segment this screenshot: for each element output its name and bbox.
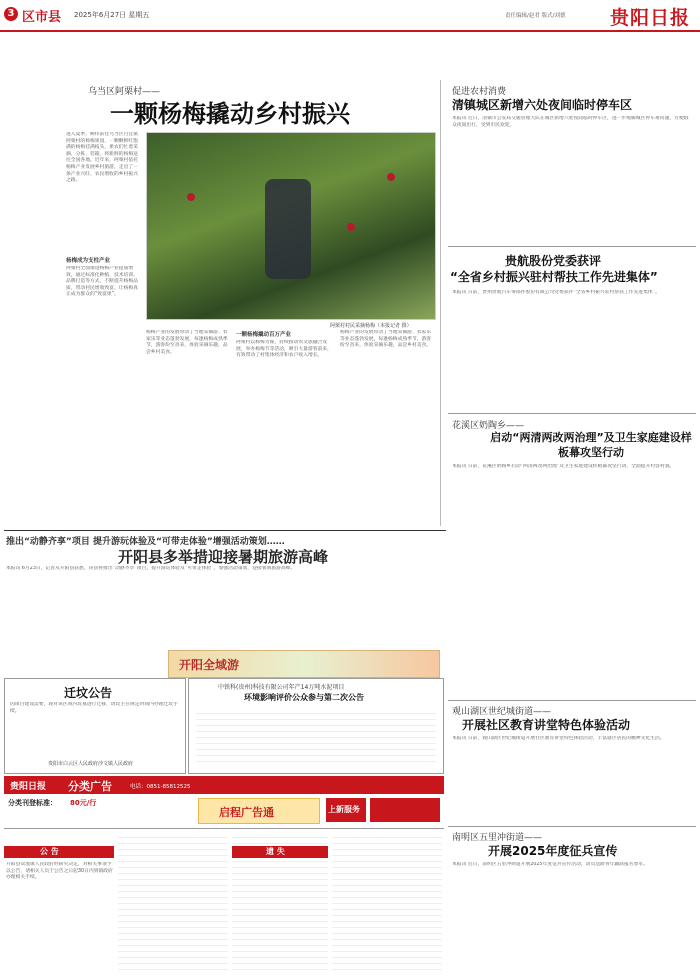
classified-rate-label: 分类刊登标准： — [8, 799, 57, 807]
classified-logo: 贵阳日报 — [10, 782, 47, 792]
lead-column-1: 进入夏季，柳伟前往乌当区百宜镇阿栗村的杨梅果园，一颗颗鲜红饱满的杨梅挂满枝头，果农们忙着采摘、分拣、装箱，将新鲜的杨梅送往全国各地。近年来，阿栗村依托杨梅产业发展乡村旅游，走出了一条产业兴旺、农民增收的乡村振兴之路。 — [66, 132, 138, 184]
lead-subhead-2: 一颗杨梅撬动百万产业 — [236, 332, 292, 338]
nanming-headline: 开展2025年度征兵宣传 — [488, 844, 618, 858]
section-divider — [448, 700, 696, 701]
env-title: 环境影响评价公众参与第二次公告 — [244, 693, 364, 702]
online-service-badge — [326, 798, 366, 822]
huaxi-kicker: 花溪区奶陶乡—— — [452, 421, 525, 431]
column-divider — [440, 80, 441, 526]
migration-title: 迁坟公告 — [64, 686, 113, 700]
lead-photo-berry — [347, 223, 355, 231]
env-notice-text-block — [196, 708, 436, 766]
guihang-body: 本报讯 日前，贵州贵航汽车零部件股份有限公司党委获评“全省乡村振兴驻村帮扶工作先进集体”。 — [452, 290, 660, 295]
lead-column-3: 杨梅产业的发展带动了当地采摘游、农家乐等业态蓬勃发展，每逢杨梅成熟季节，游客纷至沓来，体验采摘乐趣，品尝乡村美食。 — [146, 330, 228, 355]
kaiyang-headline: 开阳县多举措迎接暑期旅游高峰 — [118, 548, 329, 566]
guihang-kicker: 贵航股份党委获评 — [505, 254, 602, 268]
lead-kicker: 乌当区阿栗村—— — [88, 87, 161, 97]
huaxi-body: 本报讯 日前，花溪区奶陶乡启动“两清两改两治理”及卫生家庭建设样板幕攻坚行动，全面提升村容村貌。 — [452, 464, 675, 469]
online-service-label: 上新服务 — [328, 805, 360, 814]
guanshan-body: 本报讯 日前，观山湖区世纪城街道开展社区教育讲堂特色体验活动，丰富辖区居民的精神文化生活。 — [452, 736, 665, 741]
lead-column-5: 杨梅产业的发展带动了当地采摘游、农家乐等业态蓬勃发展，每逢杨梅成熟季节，游客纷至沓来，体验采摘乐趣，品尝乡村美食。 — [340, 330, 432, 349]
lead-photo-caption: 阿栗村村民采摘杨梅（本报记者 摄） — [330, 323, 412, 329]
lead-photo-orchard — [146, 132, 436, 320]
notice-body: 开阳县双流镇人民政府经研究决定，对相关事项予以公告，请相关人员于公告之日起30日内到镇政府办理相关手续。 — [6, 862, 113, 881]
migration-signature: 贵阳市白云区人民政府沙文镇人民政府 — [48, 761, 134, 767]
online-service-panel — [370, 798, 440, 822]
migration-body: 因项目建设需要，现对该区域内坟墓进行迁移，请坟主在规定时间内办理迁坟手续。 — [10, 702, 178, 714]
huaxi-headline: 启动“两清两改两治理”及卫生家庭建设样板幕攻坚行动 — [490, 431, 692, 459]
classified-rate-value: 80元/行 — [70, 799, 97, 807]
section-divider — [448, 826, 696, 827]
kaiyang-kicker: 推出“动静齐享”项目 提升游玩体验及“可带走体验”增强活动策划…… — [6, 537, 285, 547]
lead-photo-berry — [387, 173, 395, 181]
lead-column-2: 阿栗村全面推进杨梅产业提质增效，通过标准化种植、技术培训、品牌打造等方式，不断提升杨梅品质，带动村民增收致富，让杨梅真正成为群众的“致富果”。 — [66, 266, 138, 298]
section-divider — [448, 413, 696, 414]
lost-notice-title: 遗 失 — [266, 847, 285, 856]
classified-right-column — [332, 832, 442, 972]
lead-headline: 一颗杨梅撬动乡村振兴 — [110, 99, 350, 128]
lead-column-4: 阿栗村以杨梅为媒，持续推动农文旅融合发展，举办杨梅节等活动，吸引大量游客前来，有效带动了村集体经济和农户收入增长。 — [236, 340, 332, 359]
qingzhen-body: 本报讯 近日，清镇市公安局交通管理大队在城区新增六处夜间临时停车区，进一步缓解城区停车难问题，方便群众夜间出行，受到市民欢迎。 — [452, 116, 689, 128]
editor-credits: 责任编辑/赵君 版式/刘德 — [505, 13, 566, 19]
section-divider — [4, 828, 444, 829]
newspaper-logo: 贵阳日报 — [610, 7, 691, 29]
classified-center-text: 启程广告通 — [219, 806, 274, 819]
notice-header-bar — [4, 846, 114, 858]
qingzhen-kicker: 促进农村消费 — [452, 87, 507, 97]
kaiyang-tourism-banner — [168, 650, 440, 678]
notice-title: 公 告 — [40, 847, 59, 856]
kaiyang-banner-text: 开阳全域游 — [179, 658, 240, 672]
classified-center-banner — [198, 798, 320, 824]
env-company: 中铁科(贵州)科技有限公司年产14万吨水泥项目 — [218, 684, 345, 691]
lead-subhead: 杨梅成为支柱产业 — [66, 258, 111, 264]
section-title: 区市县 — [22, 10, 62, 25]
guanshan-headline: 开展社区教育讲堂特色体验活动 — [462, 718, 631, 732]
section-number-badge: 3 — [4, 7, 18, 21]
issue-date: 2025年6月27日 星期五 — [74, 11, 150, 19]
lead-photo-farmer — [265, 179, 311, 279]
guanshan-kicker: 观山湖区世纪城街道—— — [452, 707, 552, 717]
section-divider — [448, 246, 696, 247]
nanming-body: 本报讯 近日，南明区五里冲街道开展2025年度征兵宣传活动，动员适龄青年踊跃报名参军。 — [452, 862, 649, 867]
qingzhen-headline: 清镇城区新增六处夜间临时停车区 — [452, 98, 633, 112]
lead-photo-berry — [187, 193, 195, 201]
classified-title: 分类广告 — [68, 780, 112, 793]
guihang-headline: “全省乡村振兴驻村帮扶工作先进集体” — [450, 270, 658, 284]
nanming-kicker: 南明区五里冲街道—— — [452, 833, 543, 843]
classified-text-column — [118, 832, 228, 972]
kaiyang-body: 本报讯 6月23日，记者从开阳县获悉，该县将推出“动静齐享”项目，提升游玩体验及“可带走体验”，加强活动策划，迎接暑期旅游高峰。 — [6, 566, 296, 571]
section-divider — [4, 530, 446, 531]
classified-phone: 电话：0851-85812525 — [130, 784, 191, 790]
